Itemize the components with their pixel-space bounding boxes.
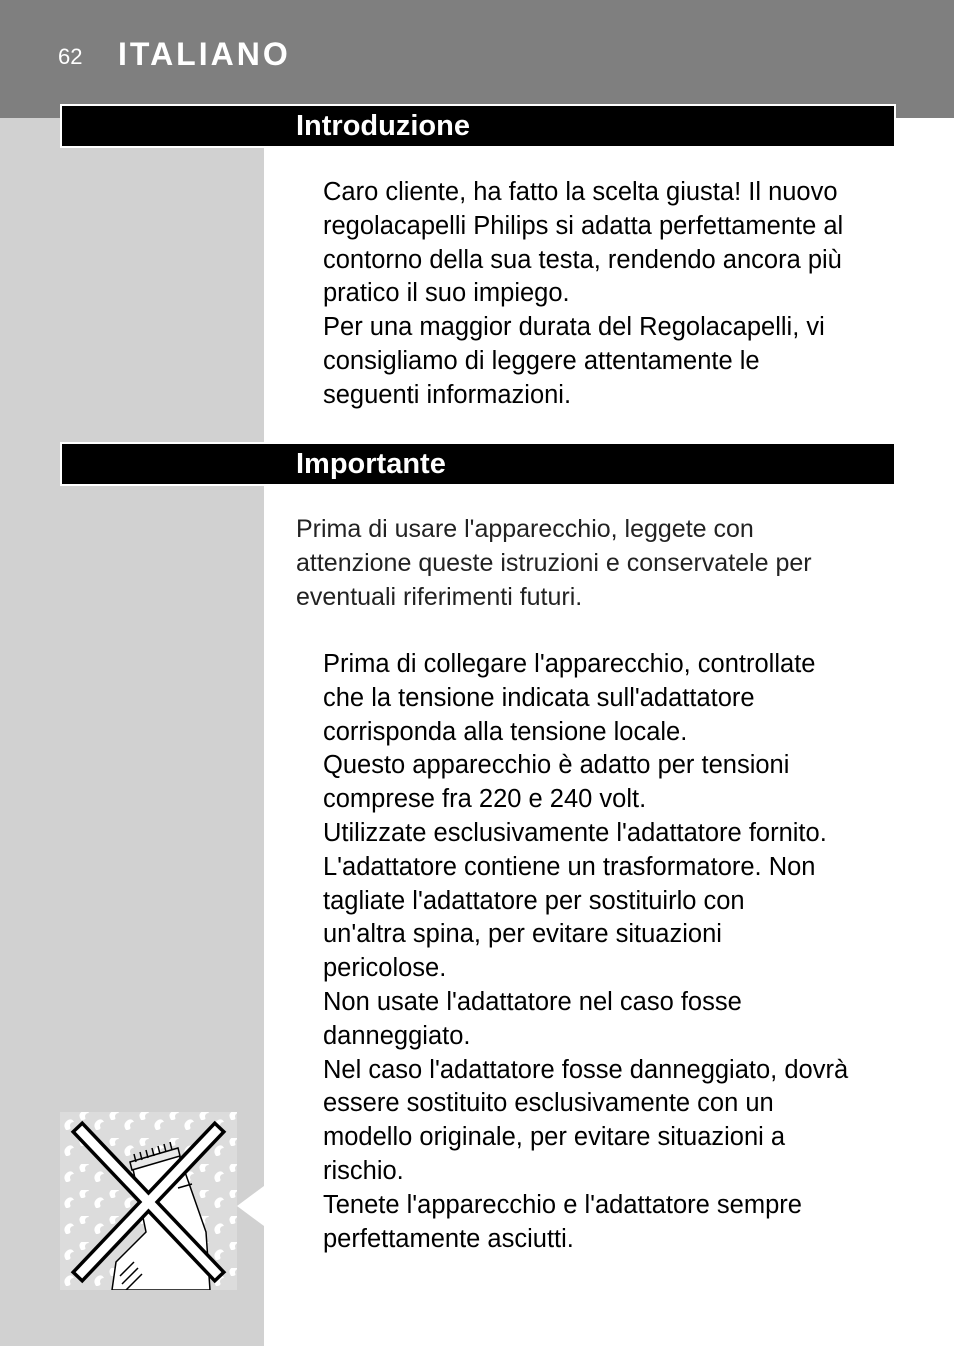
important-line: Prima di collegare l'apparecchio, controllate [323, 650, 816, 678]
pointer-triangle-icon [237, 1186, 265, 1226]
intro-line: contorno della sua testa, rendendo ancora più [323, 245, 842, 274]
important-line: comprese fra 220 e 240 volt. [323, 785, 647, 814]
important-line: rischio. [323, 1156, 404, 1185]
important-line: Non usate l'adattatore nel caso fosse [323, 987, 742, 1016]
important-intro-text [296, 513, 812, 614]
important-line: perfettamente asciutti. [323, 1224, 574, 1253]
important-line: che la tensione indicata sull'adattatore [323, 683, 755, 712]
right-margin [896, 118, 954, 1346]
section-bar-introduzione [60, 104, 896, 148]
important-line: essere sostituito esclusivamente con un [323, 1089, 774, 1118]
crossed-out-trimmer-water-icon [60, 1112, 237, 1290]
section-title-importante: Importante [296, 448, 446, 480]
intro-line: seguenti informazioni. [323, 380, 572, 409]
important-line: tagliate l'adattatore per sostituirlo con [323, 886, 745, 915]
important-intro-line: eventuali riferimenti futuri. [296, 582, 583, 611]
important-line: Questo apparecchio è adatto per tensioni [323, 751, 790, 780]
important-line: corrisponda alla tensione locale. [323, 717, 688, 746]
important-text [323, 648, 848, 1256]
intro-line: Per una maggior durata del Regolacapelli, vi [323, 313, 825, 342]
important-line: Tenete l'apparecchio e l'adattatore sempre [323, 1190, 802, 1219]
intro-line: Caro cliente, ha fatto la scelta giusta! Il nuovo [323, 178, 838, 206]
important-line: pericolose. [323, 954, 447, 983]
intro-line: consigliamo di leggere attentamente le [323, 346, 760, 375]
important-line: Utilizzate esclusivamente l'adattatore fornito. [323, 818, 827, 847]
important-line: un'altra spina, per evitare situazioni [323, 920, 722, 949]
important-line: L'adattatore contiene un trasformatore. Non [323, 852, 816, 881]
important-line: Nel caso l'adattatore fosse danneggiato, dovrà [323, 1055, 849, 1084]
important-intro-line: attenzione queste istruzioni e conservatele per [296, 548, 812, 577]
intro-line: pratico il suo impiego. [323, 279, 570, 308]
page-number: 62 [58, 44, 83, 69]
section-bar-importante [60, 442, 896, 486]
important-intro-line: Prima di usare l'apparecchio, leggete con [296, 515, 754, 543]
important-line: modello originale, per evitare situazioni a [323, 1123, 786, 1152]
language-title: ITALIANO [118, 36, 291, 72]
section-title-introduzione: Introduzione [296, 110, 470, 142]
intro-line: regolacapelli Philips si adatta perfettamente al [323, 211, 844, 240]
important-line: danneggiato. [323, 1021, 471, 1050]
intro-text [323, 176, 843, 413]
